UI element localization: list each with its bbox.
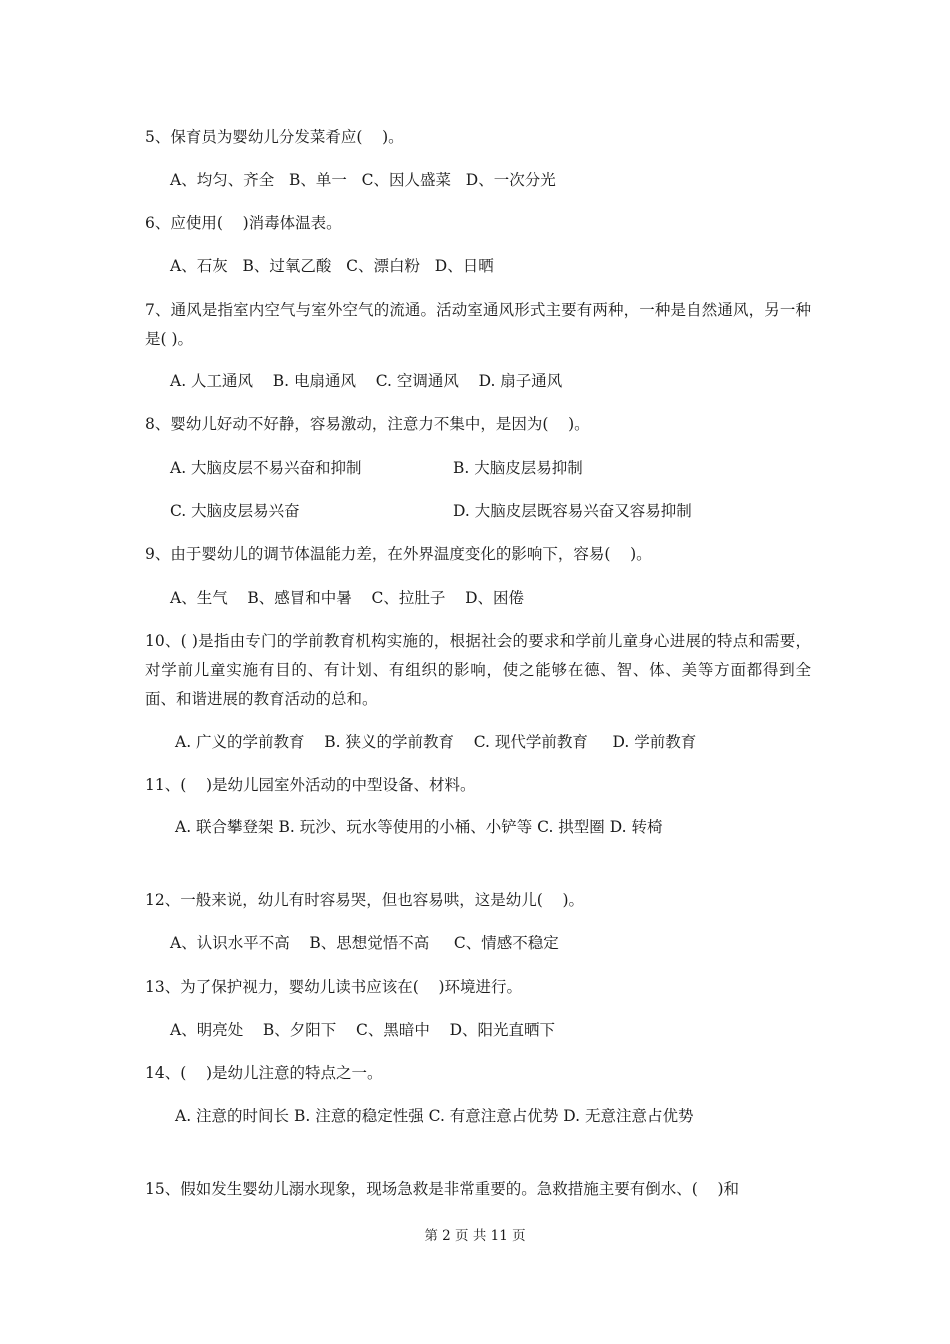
question-7-options: A. 人工通风 B. 电扇通风 C. 空调通风 D. 扇子通风 — [170, 372, 563, 390]
question-10: 10、( )是指由专门的学前教育机构实施的，根据社会的要求和学前儿童身心进展的特点和需要，对学前儿童实施有目的、有计划、有组织的影响，使之能够在德、智、体、美等方面都得到全面、和谐进展的教育活动的总和。 — [145, 632, 811, 708]
question-14-options: A. 注意的时间长 B. 注意的稳定性强 C. 有意注意占优势 D. 无意注意占优势 — [175, 1107, 694, 1125]
question-12-options: A、认识水平不高 B、思想觉悟不高 C、情感不稳定 — [170, 934, 559, 952]
question-10-options: A. 广义的学前教育 B. 狭义的学前教育 C. 现代学前教育 D. 学前教育 — [175, 733, 697, 751]
question-9-options: A、生气 B、感冒和中暑 C、拉肚子 D、困倦 — [170, 589, 524, 607]
question-15: 15、假如发生婴幼儿溺水现象，现场急救是非常重要的。急救措施主要有倒水、( )和 — [145, 1180, 740, 1198]
question-8-option-c: C. 大脑皮层易兴奋 — [170, 502, 300, 520]
question-13-options: A、明亮处 B、夕阳下 C、黑暗中 D、阳光直晒下 — [170, 1021, 555, 1039]
question-6-options: A、石灰 B、过氧乙酸 C、漂白粉 D、日晒 — [170, 257, 494, 275]
question-8-option-a: A. 大脑皮层不易兴奋和抑制 — [170, 459, 362, 477]
question-13: 13、为了保护视力，婴幼儿读书应该在( )环境进行。 — [145, 978, 523, 996]
page-footer: 第 2 页 共 11 页 — [424, 1228, 526, 1244]
question-8-option-d: D. 大脑皮层既容易兴奋又容易抑制 — [453, 502, 692, 520]
question-14: 14、( )是幼儿注意的特点之一。 — [145, 1064, 383, 1082]
question-6: 6、应使用( )消毒体温表。 — [145, 214, 342, 232]
question-8: 8、婴幼儿好动不好静，容易激动，注意力不集中，是因为( )。 — [145, 415, 590, 433]
question-12: 12、一般来说，幼儿有时容易哭，但也容易哄，这是幼儿( )。 — [145, 891, 585, 909]
question-11-options: A. 联合攀登架 B. 玩沙、玩水等使用的小桶、小铲等 C. 拱型圈 D. 转椅 — [175, 818, 663, 836]
question-11: 11、( )是幼儿园室外活动的中型设备、材料。 — [145, 776, 476, 794]
question-5: 5、保育员为婴幼儿分发菜肴应( )。 — [145, 128, 404, 146]
question-9: 9、由于婴幼儿的调节体温能力差，在外界温度变化的影响下，容易( )。 — [145, 545, 652, 563]
question-7: 7、通风是指室内空气与室外空气的流通。活动室通风形式主要有两种，一种是自然通风，另一种是( )。 — [145, 301, 811, 348]
question-8-option-b: B. 大脑皮层易抑制 — [453, 459, 583, 477]
question-5-options: A、均匀、齐全 B、单一 C、因人盛菜 D、一次分光 — [170, 171, 556, 189]
